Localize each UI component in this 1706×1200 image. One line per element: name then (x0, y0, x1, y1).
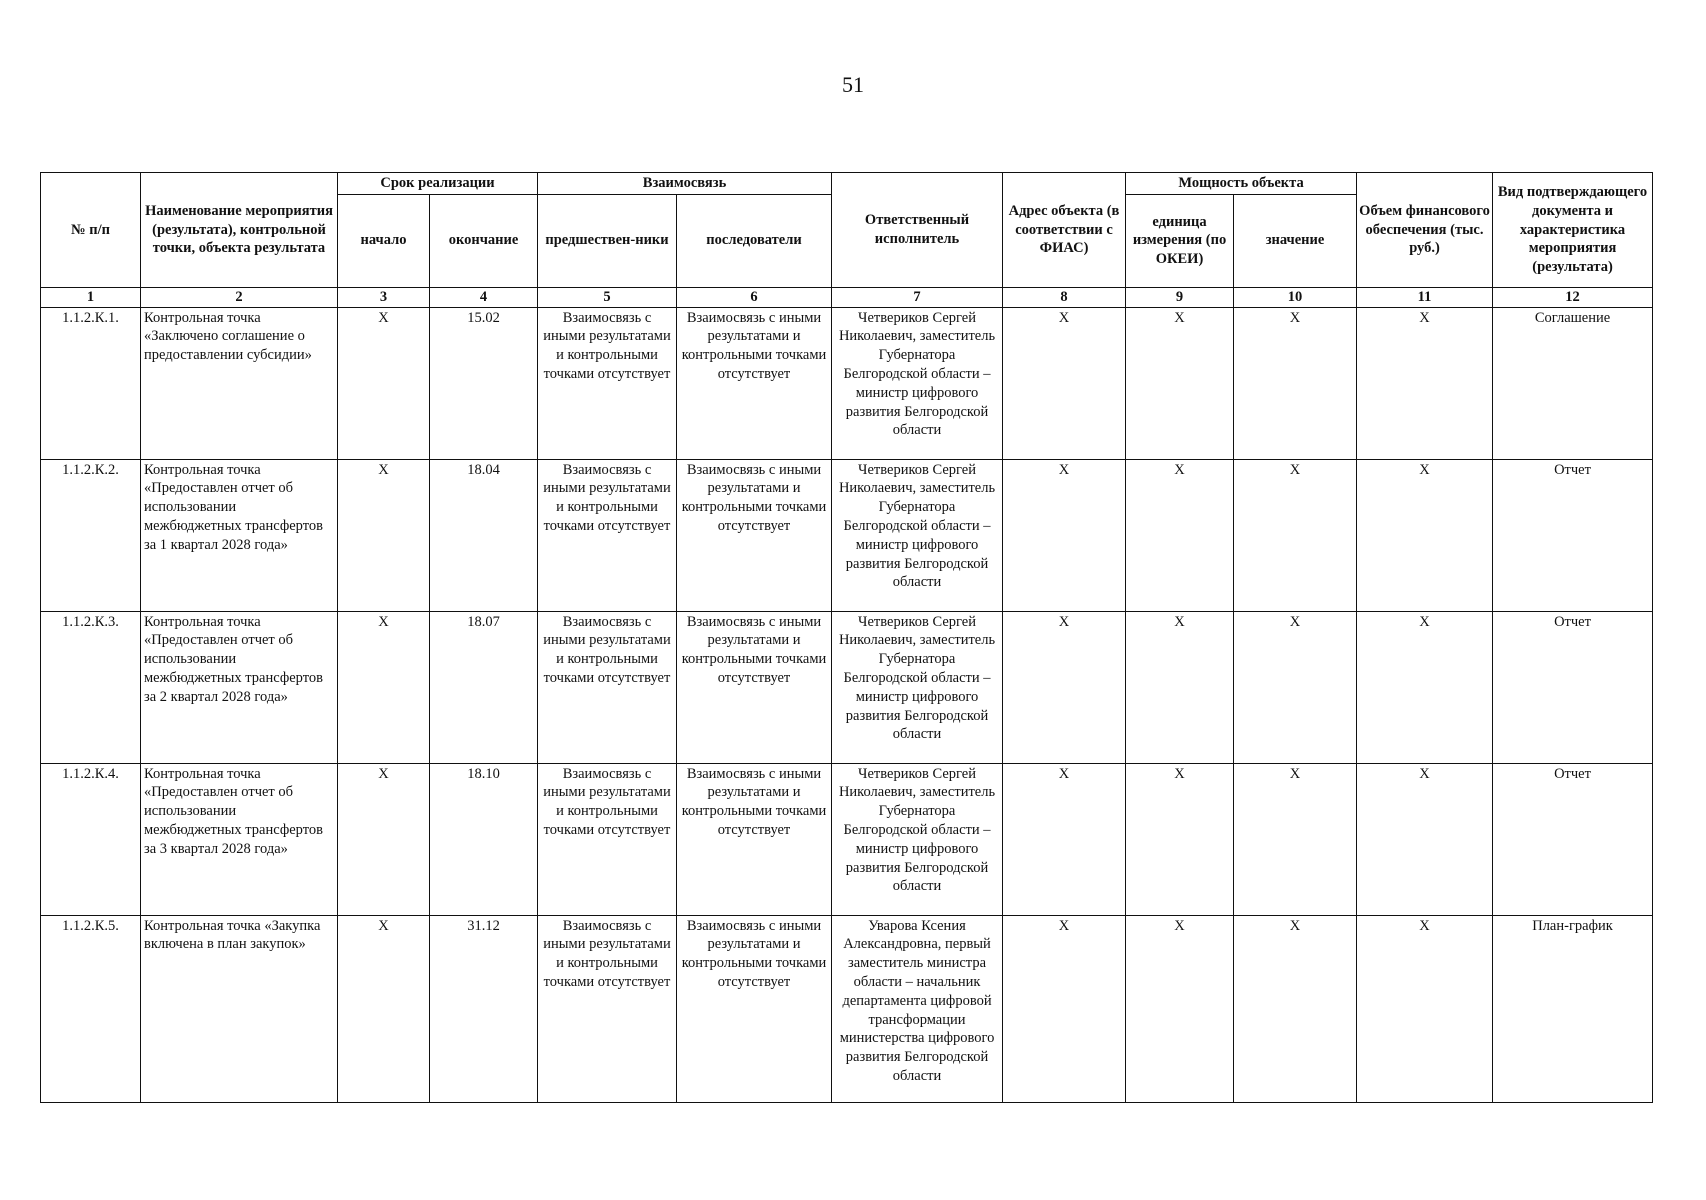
header-predecessors: предшествен-ники (538, 194, 677, 287)
column-number: 11 (1357, 287, 1493, 307)
header-no: № п/п (41, 173, 141, 288)
cell-address: X (1003, 915, 1126, 1102)
cell-value: X (1234, 307, 1357, 459)
table-row (41, 459, 1653, 611)
cell-no: 1.1.2.К.4. (41, 763, 141, 915)
column-number: 1 (41, 287, 141, 307)
cell-end: 15.02 (430, 307, 538, 459)
table-row (41, 915, 1653, 1102)
header-start: начало (338, 194, 430, 287)
cell-start: X (338, 611, 430, 763)
cell-doc-type: Отчет (1493, 459, 1653, 611)
cell-responsible: Четвериков Сергей Николаевич, заместитель Губернатора Белгородской области – министр цифрового развития Белгородской области (832, 307, 1003, 459)
cell-start: X (338, 307, 430, 459)
cell-finance: X (1357, 459, 1493, 611)
cell-no: 1.1.2.К.3. (41, 611, 141, 763)
column-number: 3 (338, 287, 430, 307)
cell-value: X (1234, 611, 1357, 763)
header-successors: последователи (677, 194, 832, 287)
cell-address: X (1003, 459, 1126, 611)
table-header (41, 173, 1653, 308)
cell-unit: X (1126, 915, 1234, 1102)
cell-no: 1.1.2.К.2. (41, 459, 141, 611)
cell-responsible: Четвериков Сергей Николаевич, заместитель Губернатора Белгородской области – министр цифрового развития Белгородской области (832, 763, 1003, 915)
cell-doc-type: План-график (1493, 915, 1653, 1102)
cell-successors: Взаимосвязь с иными результатами и контрольными точками отсутствует (677, 307, 832, 459)
cell-no: 1.1.2.К.5. (41, 915, 141, 1102)
cell-address: X (1003, 307, 1126, 459)
table-body (41, 307, 1653, 1102)
column-number: 9 (1126, 287, 1234, 307)
cell-end: 18.07 (430, 611, 538, 763)
column-number: 8 (1003, 287, 1126, 307)
cell-responsible: Четвериков Сергей Николаевич, заместитель Губернатора Белгородской области – министр цифрового развития Белгородской области (832, 459, 1003, 611)
cell-no: 1.1.2.К.1. (41, 307, 141, 459)
column-number: 6 (677, 287, 832, 307)
cell-unit: X (1126, 763, 1234, 915)
cell-finance: X (1357, 915, 1493, 1102)
cell-predecessors: Взаимосвязь с иными результатами и контрольными точками отсутствует (538, 611, 677, 763)
cell-predecessors: Взаимосвязь с иными результатами и контрольными точками отсутствует (538, 459, 677, 611)
cell-responsible: Четвериков Сергей Николаевич, заместитель Губернатора Белгородской области – министр цифрового развития Белгородской области (832, 611, 1003, 763)
header-doc-type: Вид подтверждающего документа и характеристика мероприятия (результата) (1493, 173, 1653, 288)
cell-value: X (1234, 763, 1357, 915)
header-period: Срок реализации (338, 173, 538, 195)
cell-finance: X (1357, 763, 1493, 915)
cell-unit: X (1126, 611, 1234, 763)
control-points-table (40, 172, 1653, 1103)
column-numbers-row (41, 287, 1653, 307)
cell-end: 18.10 (430, 763, 538, 915)
cell-unit: X (1126, 307, 1234, 459)
cell-start: X (338, 915, 430, 1102)
cell-doc-type: Отчет (1493, 611, 1653, 763)
cell-successors: Взаимосвязь с иными результатами и контрольными точками отсутствует (677, 611, 832, 763)
cell-predecessors: Взаимосвязь с иными результатами и контрольными точками отсутствует (538, 763, 677, 915)
header-responsible: Ответственный исполнитель (832, 173, 1003, 288)
header-name: Наименование мероприятия (результата), контрольной точки, объекта результата (141, 173, 338, 288)
cell-address: X (1003, 611, 1126, 763)
header-relation: Взаимосвязь (538, 173, 832, 195)
cell-name: Контрольная точка «Предоставлен отчет об использовании межбюджетных трансфертов за 1 квартал 2028 года» (141, 459, 338, 611)
cell-finance: X (1357, 307, 1493, 459)
table-row (41, 307, 1653, 459)
cell-unit: X (1126, 459, 1234, 611)
cell-responsible: Уварова Ксения Александровна, первый заместитель министра области – начальник департамента цифровой трансформации министерства цифрового развития Белгородской области (832, 915, 1003, 1102)
cell-successors: Взаимосвязь с иными результатами и контрольными точками отсутствует (677, 915, 832, 1102)
column-number: 2 (141, 287, 338, 307)
column-number: 7 (832, 287, 1003, 307)
header-value: значение (1234, 194, 1357, 287)
header-capacity: Мощность объекта (1126, 173, 1357, 195)
cell-address: X (1003, 763, 1126, 915)
cell-doc-type: Отчет (1493, 763, 1653, 915)
cell-start: X (338, 459, 430, 611)
cell-finance: X (1357, 611, 1493, 763)
cell-doc-type: Соглашение (1493, 307, 1653, 459)
header-finance: Объем финансового обеспечения (тыс. руб.) (1357, 173, 1493, 288)
cell-successors: Взаимосвязь с иными результатами и контрольными точками отсутствует (677, 763, 832, 915)
cell-name: Контрольная точка «Предоставлен отчет об использовании межбюджетных трансфертов за 3 квартал 2028 года» (141, 763, 338, 915)
header-address: Адрес объекта (в соответствии с ФИАС) (1003, 173, 1126, 288)
page-number: 51 (842, 72, 864, 97)
cell-start: X (338, 763, 430, 915)
cell-name: Контрольная точка «Закупка включена в план закупок» (141, 915, 338, 1102)
cell-predecessors: Взаимосвязь с иными результатами и контрольными точками отсутствует (538, 915, 677, 1102)
cell-name: Контрольная точка «Предоставлен отчет об использовании межбюджетных трансфертов за 2 квартал 2028 года» (141, 611, 338, 763)
cell-predecessors: Взаимосвязь с иными результатами и контрольными точками отсутствует (538, 307, 677, 459)
cell-end: 18.04 (430, 459, 538, 611)
header-end: окончание (430, 194, 538, 287)
cell-name: Контрольная точка «Заключено соглашение о предоставлении субсидии» (141, 307, 338, 459)
column-number: 12 (1493, 287, 1653, 307)
cell-value: X (1234, 915, 1357, 1102)
cell-successors: Взаимосвязь с иными результатами и контрольными точками отсутствует (677, 459, 832, 611)
column-number: 10 (1234, 287, 1357, 307)
cell-end: 31.12 (430, 915, 538, 1102)
column-number: 5 (538, 287, 677, 307)
column-number: 4 (430, 287, 538, 307)
header-unit: единица измерения (по ОКЕИ) (1126, 194, 1234, 287)
cell-value: X (1234, 459, 1357, 611)
table-row (41, 611, 1653, 763)
table-row (41, 763, 1653, 915)
